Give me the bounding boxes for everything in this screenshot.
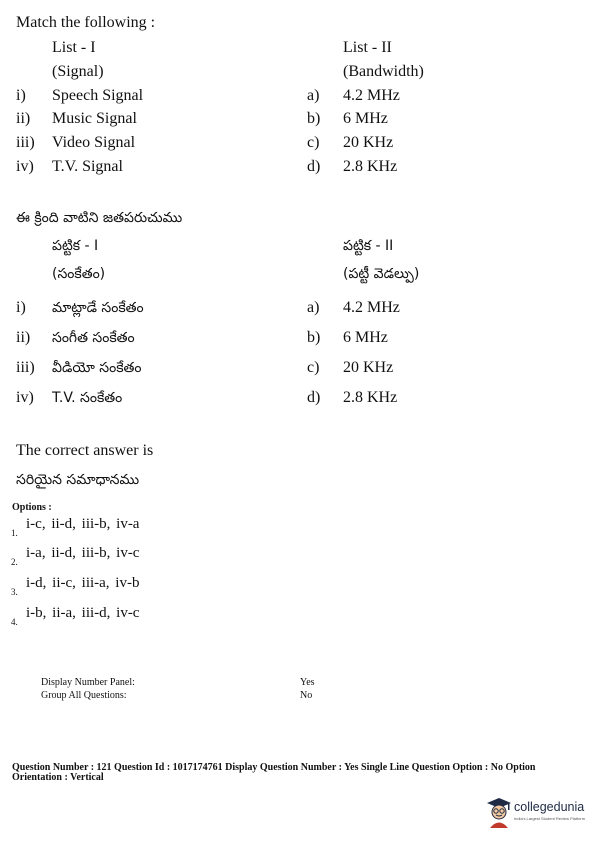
option-text: i-b, ii-a, iii-d, iv-c: [26, 605, 140, 621]
row-item: Speech Signal: [52, 87, 144, 104]
row-number: iv): [16, 389, 34, 406]
answer-prompt-telugu: సరియైన సమాధానము: [16, 472, 140, 488]
row-letter: b): [307, 329, 321, 346]
row-letter: d): [307, 158, 321, 175]
row-number: iv): [16, 158, 34, 175]
row-value: 4.2 MHz: [343, 299, 400, 316]
row-item: Music Signal: [52, 110, 137, 127]
option-number: 1.: [11, 528, 18, 538]
footer-line-1: Question Number : 121 Question Id : 1017174761 Display Question Number : Yes Single Line Question Option : No Option: [12, 762, 536, 773]
display-number-panel-label: Display Number Panel:: [41, 677, 135, 688]
list2-title: List - II: [343, 39, 392, 56]
row-number: iii): [16, 359, 35, 376]
option-number: 4.: [11, 617, 18, 627]
row-value: 4.2 MHz: [343, 87, 400, 104]
display-number-panel-value: Yes: [300, 677, 315, 688]
group-all-label: Group All Questions:: [41, 690, 127, 701]
option-number: 2.: [11, 557, 18, 567]
option-text: i-d, ii-c, iii-a, iv-b: [26, 575, 140, 591]
footer-line-2: Orientation : Vertical: [12, 772, 104, 783]
option-text: i-a, ii-d, iii-b, iv-c: [26, 545, 140, 561]
question-heading: Match the following :: [16, 14, 156, 31]
row-letter: c): [307, 134, 320, 151]
logo-wordmark: collegedunia: [514, 800, 585, 814]
question-heading-telugu: ఈ క్రింది వాటిని జతపరుచుము: [16, 210, 183, 226]
row-number: ii): [16, 110, 31, 127]
graduate-mascot-icon: [486, 797, 512, 834]
row-letter: a): [307, 299, 320, 316]
logo-tagline: India's Largest Student Review Platform: [514, 816, 586, 821]
row-item: Video Signal: [52, 134, 136, 151]
option-text: i-c, ii-d, iii-b, iv-a: [26, 516, 140, 532]
option-number: 3.: [11, 587, 18, 597]
list1-title-telugu: పట్టిక - I: [52, 238, 99, 254]
row-value: 20 KHz: [343, 134, 394, 151]
list1-subtitle: (Signal): [52, 63, 104, 80]
row-letter: c): [307, 359, 320, 376]
row-letter: d): [307, 389, 321, 406]
row-value: 6 MHz: [343, 110, 388, 127]
list2-title-telugu: పట్టిక - II: [343, 238, 394, 254]
row-value: 2.8 KHz: [343, 158, 398, 175]
row-letter: a): [307, 87, 320, 104]
row-item: T.V. Signal: [52, 158, 123, 175]
row-value: 20 KHz: [343, 359, 394, 376]
row-value: 2.8 KHz: [343, 389, 398, 406]
row-item: వీడియో సంకేతం: [52, 360, 142, 376]
row-letter: b): [307, 110, 321, 127]
list2-subtitle: (Bandwidth): [343, 63, 424, 80]
collegedunia-logo: [486, 797, 586, 829]
row-number: iii): [16, 134, 35, 151]
row-item: T.V. సంకేతం: [52, 390, 123, 406]
list1-subtitle-telugu: (సంకేతం): [52, 266, 106, 282]
row-number: i): [16, 87, 26, 104]
row-item: మాట్లాడే సంకేతం: [52, 300, 144, 316]
row-number: ii): [16, 329, 31, 346]
answer-prompt: The correct answer is: [16, 442, 154, 459]
list1-title: List - I: [52, 39, 96, 56]
list2-subtitle-telugu: (పట్టీ వెడల్పు): [343, 266, 420, 282]
group-all-value: No: [300, 690, 313, 701]
options-label: Options :: [12, 502, 52, 513]
row-item: సంగీత సంకేతం: [52, 330, 135, 346]
row-value: 6 MHz: [343, 329, 388, 346]
row-number: i): [16, 299, 26, 316]
